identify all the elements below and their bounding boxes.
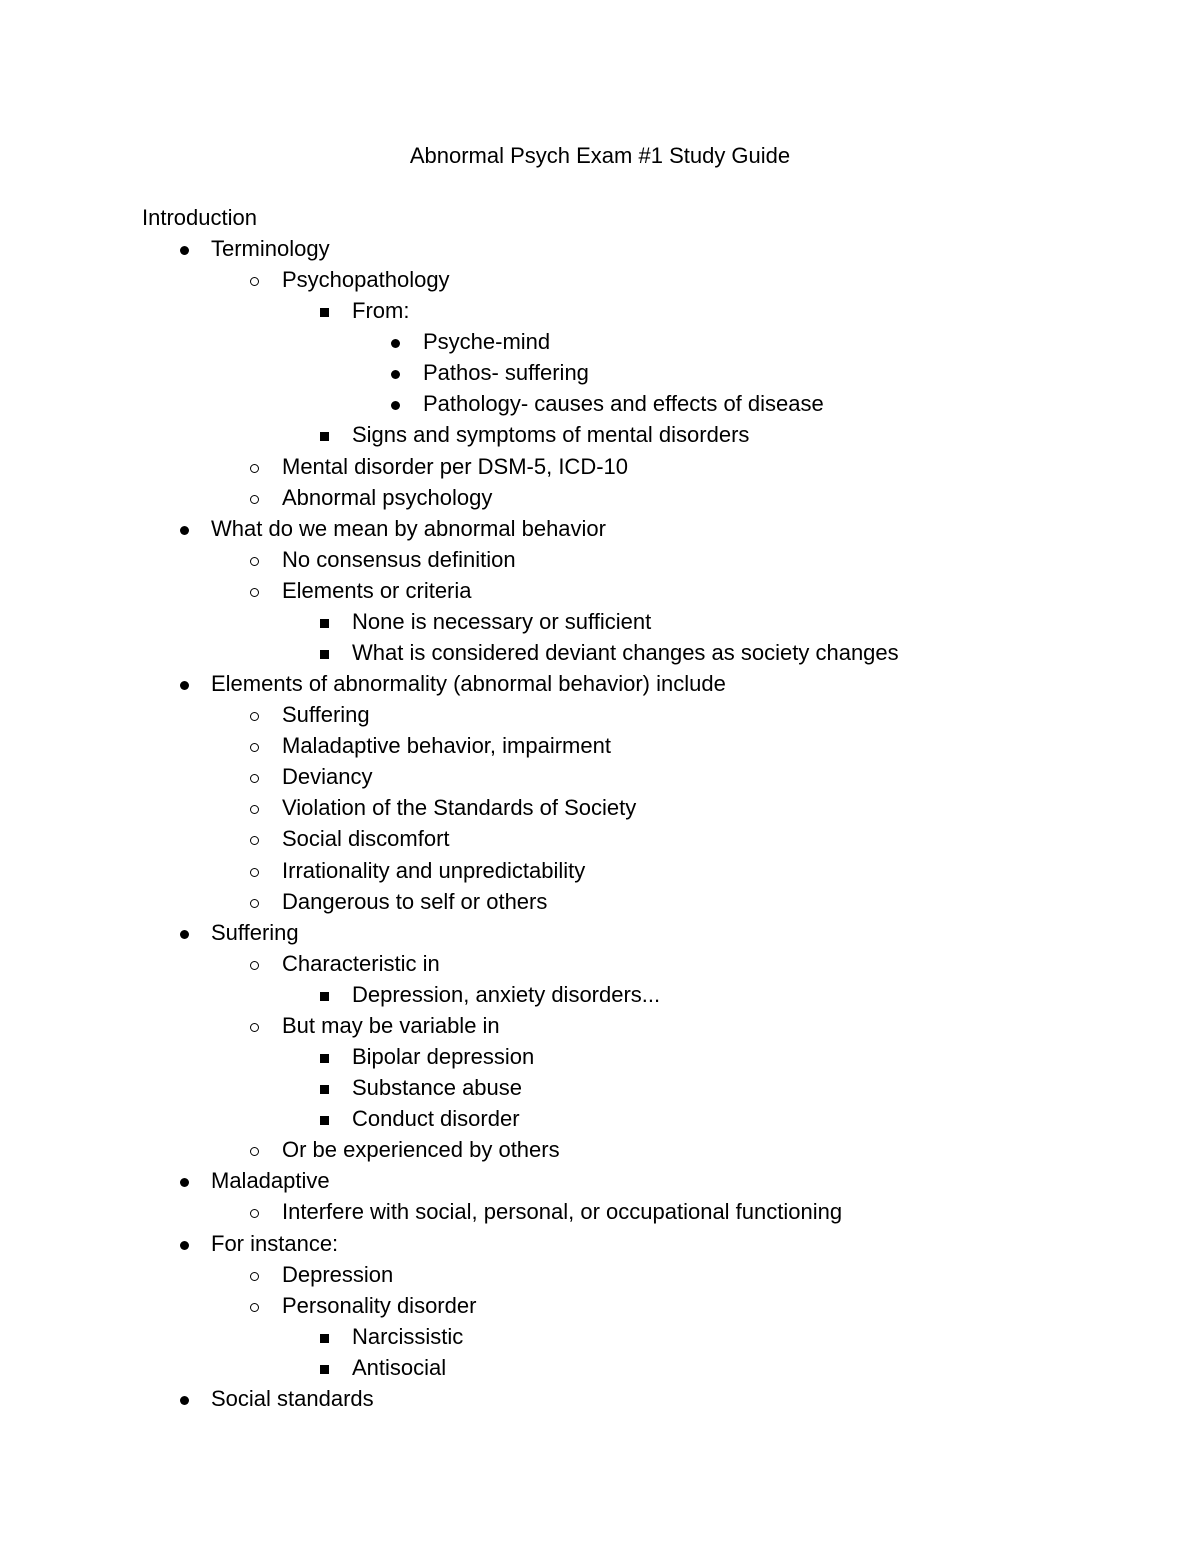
filled-square-icon [320,1334,329,1343]
list-item [0,326,1200,357]
filled-disc-icon [180,681,189,690]
list-item [0,823,1200,854]
list-item [0,1383,1200,1414]
list-item-text: Psychopathology [282,267,450,293]
list-item-text: But may be variable in [282,1012,500,1038]
hollow-circle-icon [250,1272,259,1281]
list-item-text: Abnormal psychology [282,484,493,510]
list-item [0,979,1200,1010]
filled-disc-icon [180,246,189,255]
outline-list [0,233,1200,1414]
filled-square-icon [320,308,329,317]
hollow-circle-icon [250,464,259,473]
filled-disc-icon [391,339,400,348]
list-item [0,1321,1200,1352]
list-item [0,1352,1200,1383]
list-item [0,637,1200,668]
list-item [0,1134,1200,1165]
list-item-text: Elements or criteria [282,577,472,603]
list-item-text: Suffering [282,702,370,728]
list-item-text: Narcissistic [352,1323,464,1349]
hollow-circle-icon [250,805,259,814]
filled-square-icon [320,1054,329,1063]
hollow-circle-icon [250,743,259,752]
list-item [0,1290,1200,1321]
list-item-text: Deviancy [282,764,373,790]
list-item [0,513,1200,544]
filled-disc-icon [391,370,400,379]
hollow-circle-icon [250,868,259,877]
list-item [0,295,1200,326]
list-item [0,451,1200,482]
list-item-text: Interfere with social, personal, or occupational functioning [282,1199,843,1225]
filled-square-icon [320,1365,329,1374]
hollow-circle-icon [250,774,259,783]
hollow-circle-icon [250,495,259,504]
list-item [0,1165,1200,1196]
list-item-text: Conduct disorder [352,1106,520,1132]
filled-square-icon [320,432,329,441]
list-item-text: Mental disorder per DSM-5, ICD-10 [282,453,629,479]
list-item [0,1072,1200,1103]
list-item [0,668,1200,699]
list-item-text: Antisocial [352,1354,447,1380]
list-item-text: What is considered deviant changes as society changes [352,640,899,666]
list-item [0,1228,1200,1259]
list-item-text: No consensus definition [282,546,516,572]
filled-square-icon [320,619,329,628]
hollow-circle-icon [250,1147,259,1156]
hollow-circle-icon [250,836,259,845]
filled-disc-icon [180,1396,189,1405]
list-item-text: From: [352,298,410,324]
list-item [0,357,1200,388]
list-item [0,730,1200,761]
list-item-text: Maladaptive behavior, impairment [282,733,611,759]
list-item [0,419,1200,450]
list-item-text: For instance: [211,1230,339,1256]
list-item-text: Or be experienced by others [282,1137,560,1163]
list-item [0,761,1200,792]
list-item-text: Irrationality and unpredictability [282,857,586,883]
list-item [0,1103,1200,1134]
list-item-text: None is necessary or sufficient [352,608,652,634]
filled-disc-icon [180,1178,189,1187]
list-item [0,1010,1200,1041]
hollow-circle-icon [250,277,259,286]
filled-disc-icon [180,526,189,535]
list-item-text: Psyche-mind [423,329,551,355]
filled-disc-icon [391,401,400,410]
list-item-text: Pathology- causes and effects of disease [423,391,824,417]
list-item-text: Terminology [211,236,330,261]
list-item [0,264,1200,295]
list-item-text: Signs and symptoms of mental disorders [352,422,750,448]
filled-square-icon [320,1085,329,1094]
list-item-text: Maladaptive [211,1168,330,1194]
list-item [0,855,1200,886]
list-item [0,575,1200,606]
hollow-circle-icon [250,899,259,908]
filled-disc-icon [180,1241,189,1250]
list-item-text: Elements of abnormality (abnormal behavior) include [211,671,726,697]
list-item [0,388,1200,419]
list-item-text: Violation of the Standards of Society [282,795,637,821]
list-item-text: Depression [282,1261,394,1287]
hollow-circle-icon [250,1303,259,1312]
section-heading: Introduction [142,205,257,230]
list-item-text: Characteristic in [282,950,440,976]
list-item-text: Depression, anxiety disorders... [352,981,661,1007]
list-item-text: Pathos- suffering [423,360,589,386]
document-title: Abnormal Psych Exam #1 Study Guide [409,143,791,168]
filled-square-icon [320,1116,329,1125]
list-item-text: Social standards [211,1385,374,1411]
list-item [0,1259,1200,1290]
list-item [0,699,1200,730]
list-item-text: Dangerous to self or others [282,888,548,914]
list-item [0,544,1200,575]
list-item-text: What do we mean by abnormal behavior [211,515,606,541]
list-item-text: Personality disorder [282,1292,477,1318]
hollow-circle-icon [250,961,259,970]
list-item-text: Bipolar depression [352,1044,535,1070]
list-item [0,606,1200,637]
list-item [0,233,1200,264]
hollow-circle-icon [250,557,259,566]
list-item-text: Substance abuse [352,1075,523,1101]
list-item [0,482,1200,513]
list-item [0,917,1200,948]
hollow-circle-icon [250,588,259,597]
list-item [0,948,1200,979]
filled-square-icon [320,650,329,659]
list-item-text: Social discomfort [282,826,450,852]
list-item [0,1041,1200,1072]
list-item [0,886,1200,917]
hollow-circle-icon [250,1209,259,1218]
filled-square-icon [320,992,329,1001]
list-item [0,1196,1200,1227]
filled-disc-icon [180,930,189,939]
hollow-circle-icon [250,1023,259,1032]
list-item-text: Suffering [211,919,299,945]
list-item [0,792,1200,823]
hollow-circle-icon [250,712,259,721]
